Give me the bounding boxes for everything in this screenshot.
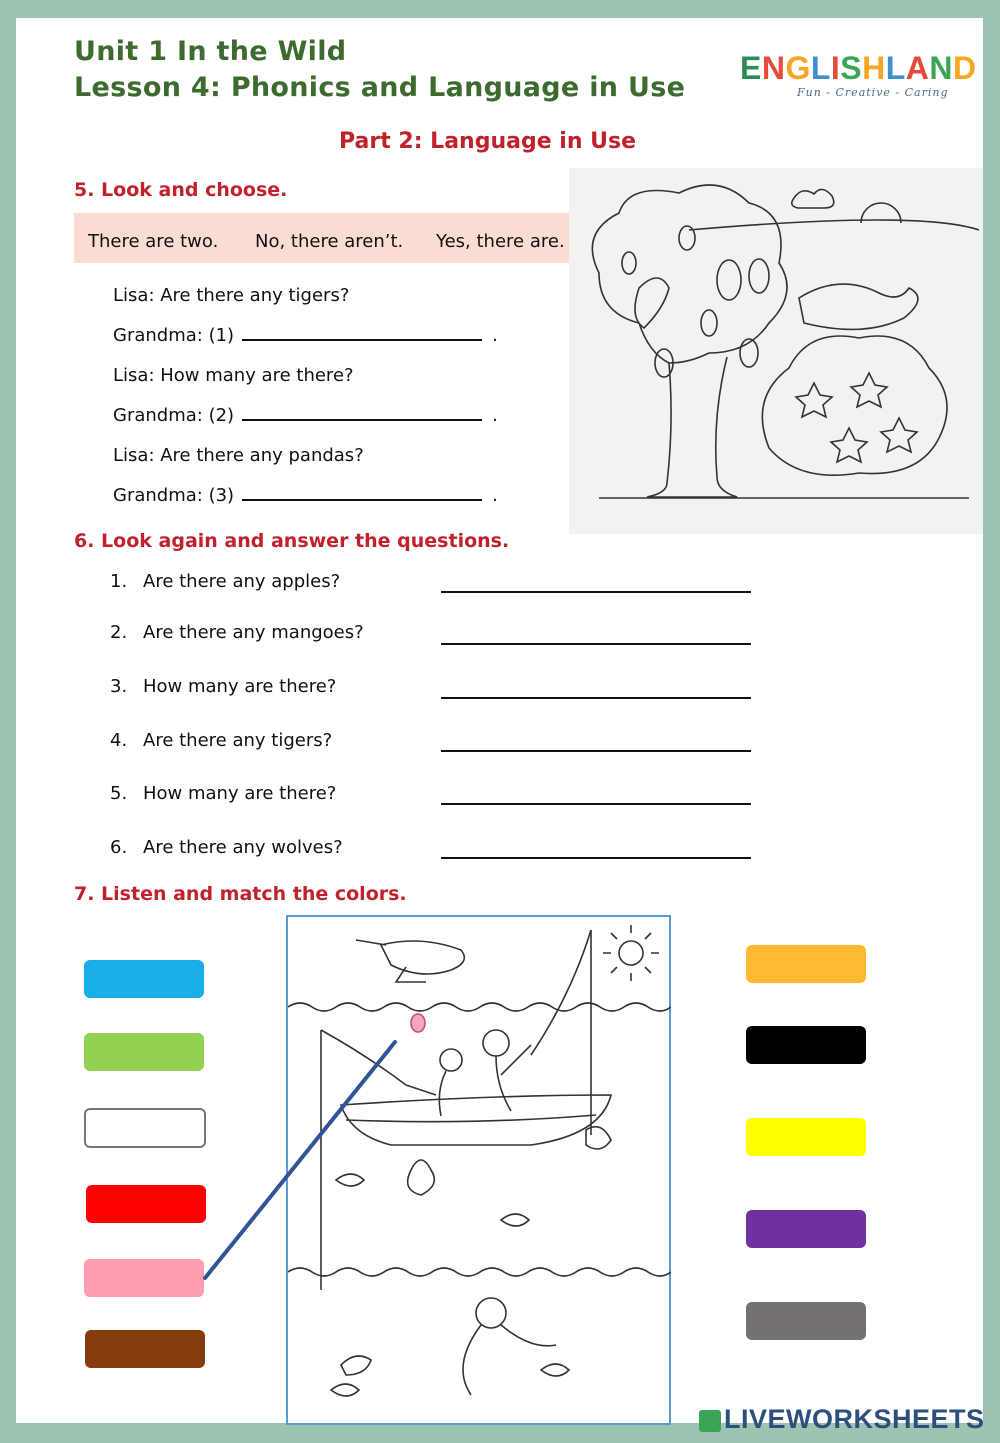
swatch-orange[interactable] (746, 945, 866, 983)
answer-line-2[interactable] (441, 643, 751, 645)
lesson-title: Lesson 4: Phonics and Language in Use (74, 72, 686, 103)
answer-line-3[interactable] (441, 697, 751, 699)
logo-tagline: Fun - Creative - Caring (797, 86, 949, 99)
option-yes-there-are[interactable]: Yes, there are. (436, 231, 565, 252)
swatch-gray[interactable] (746, 1302, 866, 1340)
swatch-green[interactable] (84, 1033, 204, 1071)
swatch-yellow[interactable] (746, 1118, 866, 1156)
answer-blank-3[interactable] (242, 498, 482, 501)
swatch-black[interactable] (746, 1026, 866, 1064)
englishland-logo (740, 50, 977, 87)
question-text: Are there any tigers? (143, 730, 333, 751)
swatch-red[interactable] (86, 1185, 206, 1223)
logo-letter: N (761, 50, 786, 86)
question-number: 5. (110, 783, 128, 804)
period: . (492, 325, 498, 346)
question-row (110, 571, 127, 592)
part-title: Part 2: Language in Use (339, 129, 637, 154)
question-text: Are there any apples? (143, 571, 341, 592)
dialogue-line (113, 405, 498, 426)
logo-letter: A (905, 50, 930, 86)
question-number: 2. (110, 622, 128, 643)
dialogue-text: Lisa: Are there any pandas? (113, 445, 364, 466)
swatch-white[interactable] (84, 1108, 206, 1148)
question-number: 3. (110, 676, 128, 697)
liveworksheets-logo-icon (699, 1410, 721, 1432)
dialogue-text: Grandma: (1) (113, 325, 235, 346)
dialogue-line (113, 285, 349, 306)
question-row (110, 730, 127, 751)
option-no-there-arent[interactable]: No, there aren’t. (255, 231, 404, 252)
question-row (110, 783, 127, 804)
tree-tiger-illustration (569, 168, 983, 534)
liveworksheets-watermark: LIVEWORKSHEETS (724, 1404, 985, 1434)
swatch-blue[interactable] (84, 960, 204, 998)
answer-blank-2[interactable] (242, 418, 482, 421)
dialogue-text: Lisa: How many are there? (113, 365, 354, 386)
dialogue-line (113, 485, 498, 506)
word-bank (74, 213, 570, 263)
question-text: Are there any mangoes? (143, 622, 364, 643)
question-text: How many are there? (143, 783, 337, 804)
answer-line-5[interactable] (441, 803, 751, 805)
logo-letter: E (740, 50, 762, 86)
question-number: 1. (110, 571, 128, 592)
match-line-layer (195, 1030, 405, 1285)
logo-letter: S (840, 50, 863, 86)
question-row (110, 676, 127, 697)
dialogue-text: Grandma: (2) (113, 405, 235, 426)
unit-title: Unit 1 In the Wild (74, 36, 347, 67)
option-there-are-two[interactable]: There are two. (88, 231, 219, 252)
match-line (205, 1042, 395, 1278)
swatch-pink[interactable] (84, 1259, 204, 1297)
answer-line-6[interactable] (441, 857, 751, 859)
section5-title: 5. Look and choose. (74, 179, 288, 201)
section7-title: 7. Listen and match the colors. (74, 883, 407, 905)
dialogue-text: Lisa: Are there any tigers? (113, 285, 350, 306)
logo-letter: L (810, 50, 831, 86)
logo-letter: D (953, 50, 977, 86)
question-row (110, 622, 127, 643)
question-text: Are there any wolves? (143, 837, 343, 858)
dialogue-text: Grandma: (3) (113, 485, 235, 506)
answer-line-4[interactable] (441, 750, 751, 752)
section6-title: 6. Look again and answer the questions. (74, 530, 510, 552)
question-text: How many are there? (143, 676, 337, 697)
question-row (110, 837, 127, 858)
swatch-purple[interactable] (746, 1210, 866, 1248)
logo-letter: H (862, 50, 886, 86)
logo-letter: L (885, 50, 906, 86)
pink-fish-icon (411, 1014, 425, 1032)
period: . (492, 485, 498, 506)
question-number: 4. (110, 730, 128, 751)
answer-blank-1[interactable] (242, 338, 482, 341)
dialogue-line (113, 325, 498, 346)
swatch-brown[interactable] (85, 1330, 205, 1368)
logo-letter: I (830, 50, 841, 86)
logo-letter: N (929, 50, 953, 86)
dialogue-line (113, 365, 354, 386)
answer-line-1[interactable] (441, 591, 751, 593)
logo-letter: G (785, 50, 811, 86)
question-number: 6. (110, 837, 128, 858)
dialogue-line (113, 445, 364, 466)
period: . (492, 405, 498, 426)
